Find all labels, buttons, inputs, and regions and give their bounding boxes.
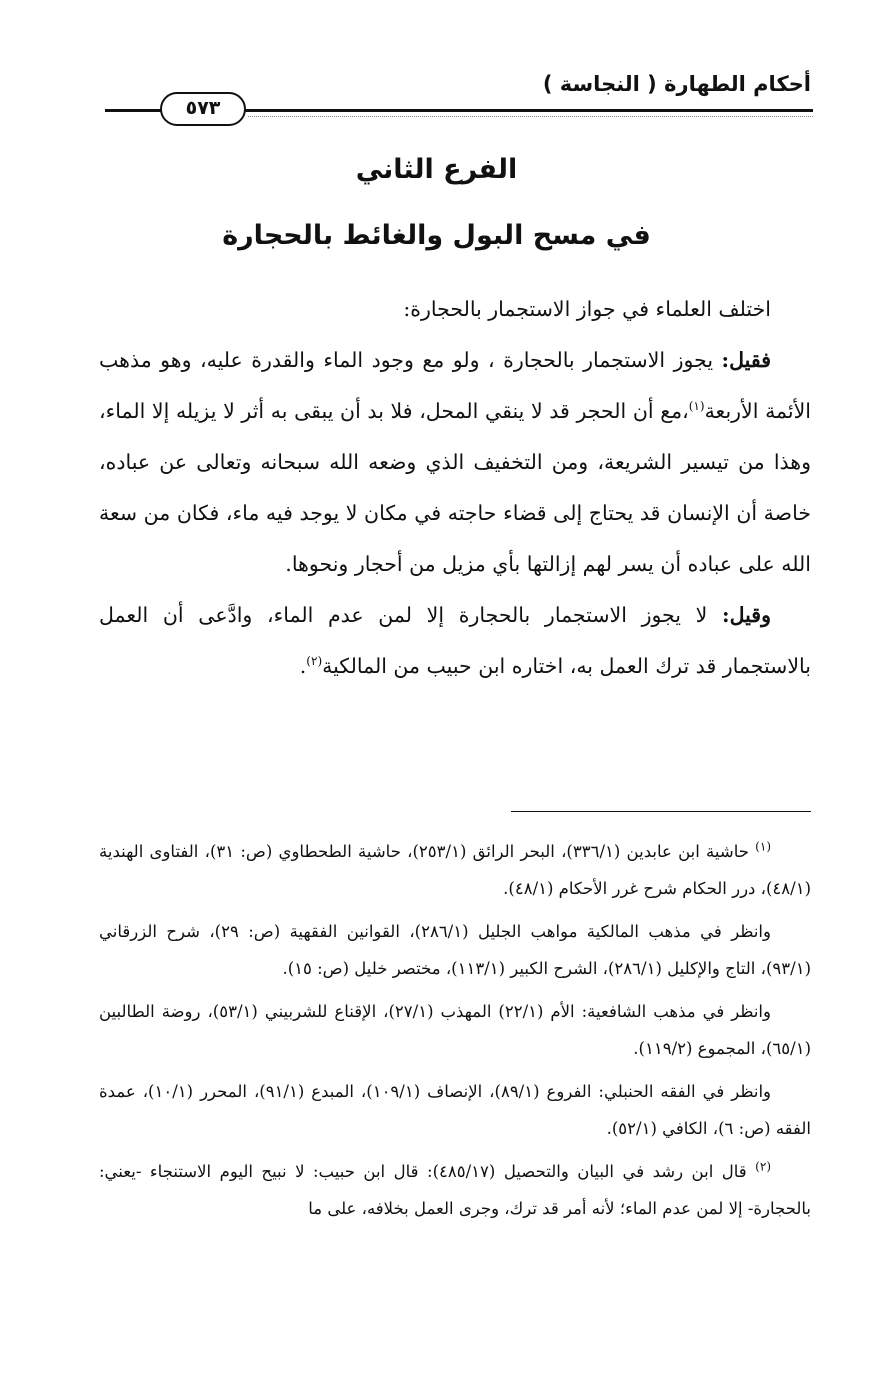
intro-paragraph: اختلف العلماء في جواز الاستجمار بالحجارة: <box>403 297 771 321</box>
section-subtitle: في مسح البول والغائط بالحجارة <box>222 220 651 251</box>
footnote-separator <box>511 811 811 812</box>
footnote-1 <box>99 833 811 907</box>
footnote-ref-2[interactable]: (٢) <box>306 654 323 669</box>
view1-text-part1: يجوز الاستجمار بالحجارة ، ولو مع وجود الماء والقدرة عليه، وهو مذهب الأئمة الأربعة <box>99 348 812 423</box>
footnote-1-shafii: وانظر في مذهب الشافعية: الأم (٢٢/١) المهذب (٢٧/١)، الإقناع للشربيني (٥٣/١)، روضة الطالبين (٦٥/١)، المجموع (١١٩/٢). <box>99 1002 811 1058</box>
view2-lead: وقيل: <box>722 603 771 627</box>
footnote-1-maliki: وانظر في مذهب المالكية مواهب الجليل (٢٨٦/١)، القوانين الفقهية (ص: ٢٩)، شرح الزرقاني (٩٣/١)، التاج والإكليل (٢٨٦/١)، الشرح الكبير (١١٣/١)، مختصر خليل (ص: ١٥). <box>99 922 811 978</box>
view1-text-part2: ،مع أن الحجر قد لا ينقي المحل، فلا بد أن يبقى به أثر لا يزيله إلا الماء، وهذا من تيسير الشريعة، ومن التخفيف الذي وضعه الله سبحانه وتعالى عن عباده، خاصة أن الإنسان قد يحتاج إلى قضاء حاجته في مكان لا يوجد فيه ماء، فكان من سعة الله على عباده أن يسر لهم إزالتها بأي مزيل من أحجار ونحوها. <box>99 399 811 576</box>
footnotes <box>99 833 811 1233</box>
page-number: ٥٧٣ <box>160 92 246 126</box>
footnote-2-text: قال ابن رشد في البيان والتحصيل (٤٨٥/١٧): قال ابن حبيب: لا نبيح اليوم الاستنجاء -يعني: بالحجارة- إلا لمن عدم الماء؛ لأنه أمر قد ترك، وجرى العمل بخلافه، على ما <box>99 1162 811 1218</box>
footnote-1-hanbali: وانظر في الفقه الحنبلي: الفروع (٨٩/١)، الإنصاف (١٠٩/١)، المبدع (٩١/١)، المحرر (١٠/١)، عمدة الفقه (ص: ٦)، الكافي (٥٢/١). <box>99 1082 811 1138</box>
footnote-ref-1[interactable]: (١) <box>688 399 705 414</box>
header-rule-ornament <box>248 116 813 117</box>
footnote-marker-2: (٢) <box>755 1159 771 1174</box>
footnote-1-text: حاشية ابن عابدين (٣٣٦/١)، البحر الرائق (٢٥٣/١)، حاشية الطحطاوي (ص: ٣١)، الفتاوى الهندية (٤٨/١)، درر الحكام شرح غرر الأحكام (٤٨/١). <box>99 842 811 898</box>
section-heading: الفرع الثاني <box>355 154 518 185</box>
view2-text: لا يجوز الاستجمار بالحجارة إلا لمن عدم الماء، وادَّعى أن العمل بالاستجمار قد ترك العمل به، اختاره ابن حبيب من المالكية <box>99 603 811 678</box>
view2-end: . <box>299 654 307 678</box>
footnote-marker-1: (١) <box>755 839 771 854</box>
view1-lead: فقيل: <box>721 348 771 372</box>
view2-paragraph <box>99 590 811 692</box>
body-text <box>99 284 811 692</box>
view1-paragraph <box>99 335 811 590</box>
footnote-2 <box>99 1153 811 1227</box>
running-header-title: أحكام الطهارة ( النجاسة ) <box>542 72 811 96</box>
